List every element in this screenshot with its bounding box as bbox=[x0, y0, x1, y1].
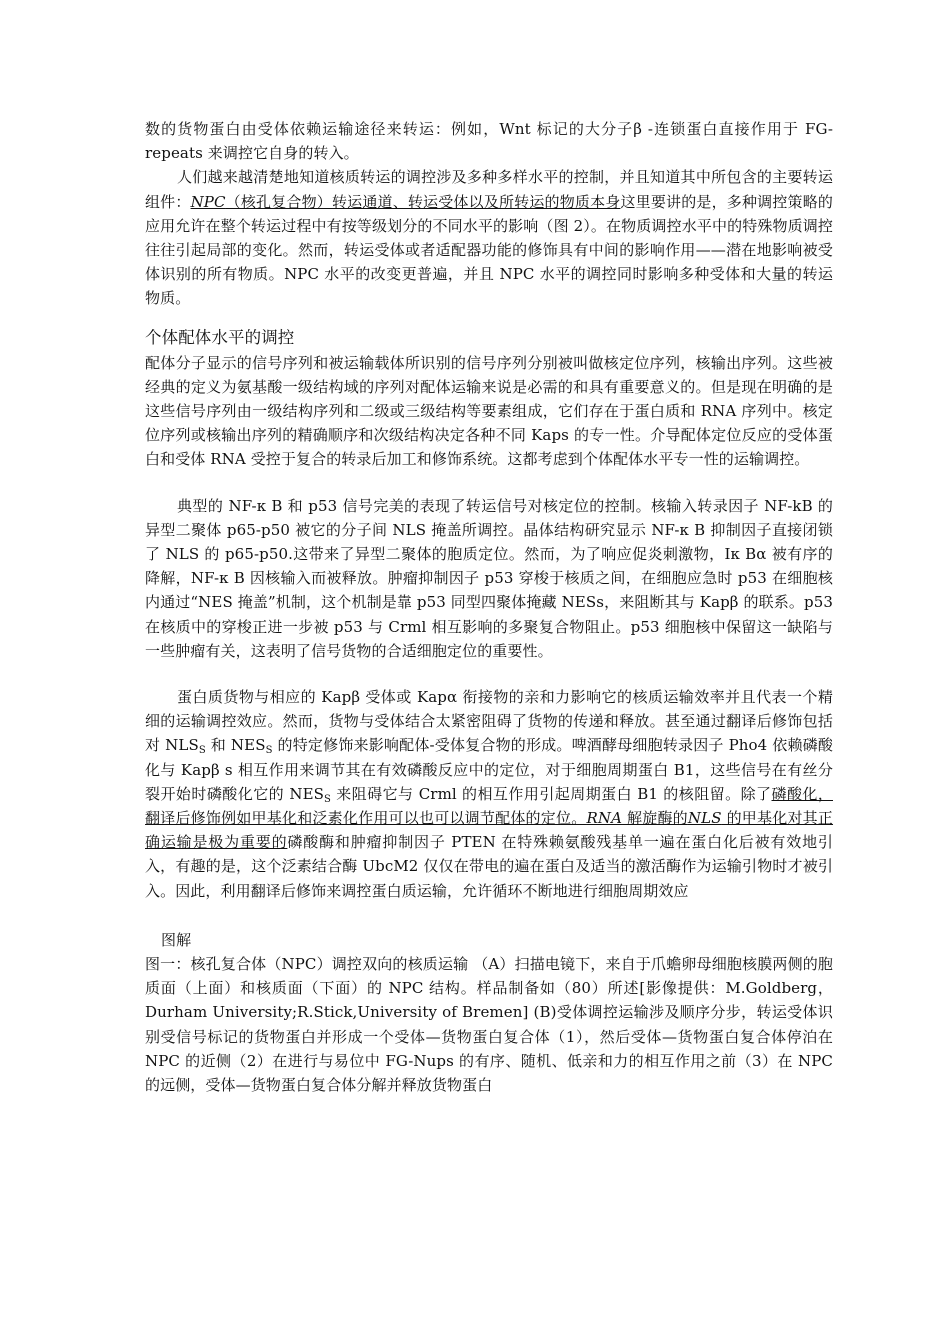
p5-rna: RNA bbox=[586, 809, 623, 828]
paragraph-2 bbox=[145, 165, 833, 310]
p5-nls: NLS bbox=[687, 809, 722, 828]
document-page bbox=[145, 117, 833, 1097]
p5-sub-2: S bbox=[265, 745, 273, 757]
paragraph-3: 配体分子显示的信号序列和被运输载体所识别的信号序列分别被叫做核定位序列，核输出序列。这些被经典的定义为氨基酸一级结构域的序列对配体运输来说是必需的和具有重要意义的。但是现在明确的是这些信号序列由一级结构序列和二级或三级结构等要素组成，它们存在于蛋白质和 RNA 序列中。核定位序列或核输出序列的精确顺序和次级结构决定各种不同 Kaps 的专一性。介导配体定位反应的受体蛋白和受体 RNA 受控于复合的转录后加工和修饰系统。这都考虑到个体配体水平专一性的运输调控。 bbox=[145, 353, 833, 469]
p5-text-a: 蛋白质货物与相应的 Kapβ 受体或 Kapα 衔接物的亲和力影响它的核质运输效率并且代表一个精细的运输调控效应。然而，货物与受体结合太紧密阻碍了货物的传递和释放。甚至通过翻译后修饰包括对 NLS bbox=[145, 688, 833, 755]
paragraph-4: 典型的 NF-κ B 和 p53 信号完美的表现了转运信号对核定位的控制。核输入转录因子 NF-kB 的异型二聚体 p65-p50 被它的分子间 NLS 掩盖所调控。晶体结构研究显示 NF-κ B 抑制因子直接闭锁了 NLS 的 p65-p50.这带来了异型二聚体的胞质定位。然而，为了响应促炎刺激物，Iκ Bα 被有序的降解，NF-κ B 因核输入而被释放。肿瘤抑制因子 p53 穿梭于核质之间，在细胞应急时 p53 在细胞核内通过“NES 掩盖”机制，这个机制是靠 p53 同型四聚体掩藏 NESs，来阻断其与 Kapβ 的联系。p53 在核质中的穿梭正进一步被 p53 与 Crml 相互影响的多聚复合物阻止。p53 细胞核中保留这一缺陷与一些肿瘤有关，这表明了信号货物的合适细胞定位的重要性。 bbox=[145, 496, 833, 660]
p5-text-g: 解旋酶的 bbox=[622, 809, 688, 828]
figure-heading: 图解 bbox=[161, 930, 192, 949]
p2-npc: NPC bbox=[190, 192, 226, 211]
section-heading: 个体配体水平的调控 bbox=[145, 327, 295, 347]
p5-text-i: 的甲基化对其正确运输是极为重要的 bbox=[145, 809, 834, 852]
p5-text-c: 的特定修饰来影响配体-受体复合物的形成。啤酒酵母细胞转录因子 Pho4 依赖磷酸化与 Kapβ s 相互作用来调节其在有效磷酸反应中的定位，对于细胞周期蛋白 B1，这些信号在有丝分裂开始时磷酸化它的 NES bbox=[145, 736, 833, 803]
p5-sub-3: S bbox=[324, 793, 331, 805]
p5-underlined-phrase: 磷酸化，翻译后修饰例如甲基化和泛素化作用可以也可以调节配体的定位。 bbox=[145, 784, 833, 828]
p2-text-d: 这里要讲的是，多种调控策略的应用允许在整个转运过程中有按等级划分的不同水平的影响（图 2）。在物质调控水平中的特殊物质调控往往引起局部的变化。然而，转运受体或者适配器功能的修饰具有中间的影响作用——潜在地影响被受体识别的所有物质。NPC 水平的改变更普遍，并且 NPC 水平的调控同时影响多种受体和大量的转运物质。 bbox=[145, 192, 833, 308]
paragraph-1: 数的货物蛋白由受体依赖运输途径来转运：例如，Wnt 标记的大分子β -连锁蛋白直接作用于 FG-repeats 来调控它自身的转入。 bbox=[145, 120, 833, 163]
p5-text-d: 来阻碍它与 Crml 的相互作用引起周期蛋白 B1 的核阻留。除了 bbox=[330, 784, 772, 803]
p2-text-a: 人们越来越清楚地知道核质转运的调控涉及多种多样水平的控制，并且知道其中所包含的主要转运组件： bbox=[145, 168, 833, 211]
p5-text-b: 和 NES bbox=[205, 736, 266, 755]
paragraph-5 bbox=[145, 685, 833, 903]
figure-caption: 图一：核孔复合体（NPC）调控双向的核质运输 （A）扫描电镜下，来自于爪蟾卵母细胞核膜两侧的胞质面（上面）和核质面（下面）的 NPC 结构。样品制备如（80）所述[影像提供：M.Goldberg，Durham University;R.Stick,University of Bremen] (B)受体调控运输涉及顺序分步，转运受体识别受信号标记的货物蛋白并形成一个受体—货物蛋白复合体（1），然后受体—货物蛋白复合体停泊在 NPC 的近侧（2）在进行与易位中 FG-Nups 的有序、随机、低亲和力的相互作用之前（3）在 NPC 的远侧，受体—货物蛋白复合体分解并释放货物蛋白 bbox=[145, 954, 833, 1094]
p5-text-j: 磷酸酶和肿瘤抑制因子 PTEN 在特殊赖氨酸残基单一遍在蛋白化后被有效地引入，有趣的是，这个泛素结合酶 UbcM2 仅仅在带电的遍在蛋白及适当的激活酶作为运输引物时才被引入。因此，利用翻译后修饰来调控蛋白质运输，允许循环不断地进行细胞周期效应 bbox=[145, 833, 833, 900]
p5-sub-1: S bbox=[198, 745, 206, 757]
p2-underlined-phrase: （核孔复合物）转运通道、转运受体以及所转运的物质本身 bbox=[225, 192, 621, 211]
